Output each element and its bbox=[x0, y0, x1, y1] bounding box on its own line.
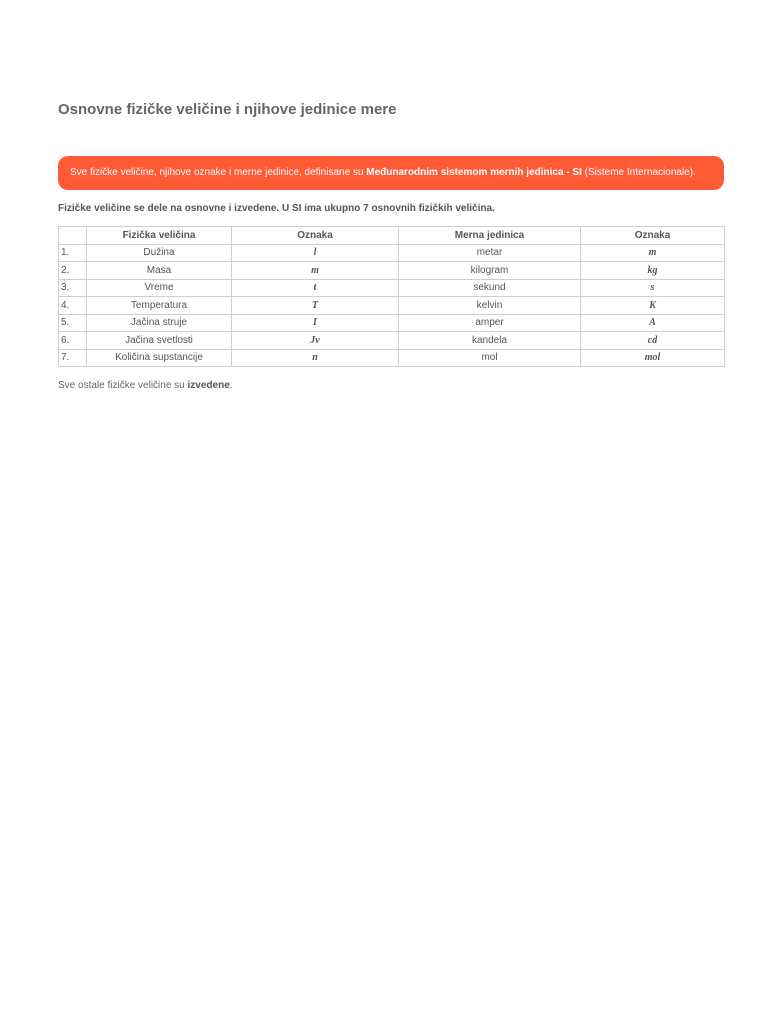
page-title: Osnovne fizičke veličine i njihove jedinice mere bbox=[58, 101, 397, 118]
symbol-text: l bbox=[313, 247, 317, 259]
row-symbol bbox=[232, 332, 399, 350]
unit-symbol-text: mol bbox=[644, 352, 661, 364]
unit-symbol-text: kg bbox=[647, 264, 658, 276]
header-number bbox=[59, 227, 87, 245]
symbol-text: Jv bbox=[310, 334, 320, 346]
table-row bbox=[59, 314, 725, 332]
outro-text-bold: izvedene bbox=[187, 380, 230, 391]
banner-text-bold: Međunarodnim sistemom mernih jedinica - SI bbox=[366, 167, 582, 178]
si-quantities-table bbox=[58, 226, 725, 367]
row-number: 3. bbox=[59, 279, 87, 297]
row-symbol bbox=[232, 279, 399, 297]
row-quantity: Temperatura bbox=[87, 297, 232, 315]
row-quantity: Dužina bbox=[87, 244, 232, 262]
symbol-text: m bbox=[311, 264, 319, 276]
header-unit-symbol: Oznaka bbox=[581, 227, 725, 245]
si-info-banner bbox=[58, 156, 724, 190]
row-unit: amper bbox=[399, 314, 581, 332]
unit-symbol-text: m bbox=[648, 247, 657, 259]
table-row bbox=[59, 349, 725, 367]
symbol-text: I bbox=[313, 317, 317, 329]
row-quantity: Vreme bbox=[87, 279, 232, 297]
row-unit-symbol bbox=[581, 244, 725, 262]
row-unit: metar bbox=[399, 244, 581, 262]
row-quantity: Masa bbox=[87, 262, 232, 280]
table-header-row bbox=[59, 227, 725, 245]
row-unit-symbol bbox=[581, 297, 725, 315]
table-row bbox=[59, 244, 725, 262]
row-unit-symbol bbox=[581, 262, 725, 280]
row-number: 2. bbox=[59, 262, 87, 280]
symbol-text: T bbox=[311, 299, 319, 311]
row-unit: mol bbox=[399, 349, 581, 367]
row-number: 6. bbox=[59, 332, 87, 350]
outro-text-before: Sve ostale fizičke veličine su bbox=[58, 380, 188, 391]
table-row bbox=[59, 262, 725, 280]
table-row bbox=[59, 297, 725, 315]
header-quantity: Fizička veličina bbox=[87, 227, 232, 245]
intro-paragraph: Fizičke veličine se dele na osnovne i izvedene. U SI ima ukupno 7 osnovnih fizičkih veličina. bbox=[58, 203, 495, 214]
unit-symbol-text: K bbox=[649, 299, 656, 311]
row-symbol bbox=[232, 314, 399, 332]
unit-symbol-text: cd bbox=[647, 334, 658, 346]
banner-text-before: Sve fizičke veličine, njihove oznake i merne jedinice, definisane su bbox=[70, 167, 367, 178]
row-symbol bbox=[232, 262, 399, 280]
unit-symbol-text: A bbox=[649, 317, 656, 329]
row-symbol bbox=[232, 244, 399, 262]
row-number: 7. bbox=[59, 349, 87, 367]
table-row bbox=[59, 279, 725, 297]
row-unit-symbol bbox=[581, 279, 725, 297]
row-symbol bbox=[232, 349, 399, 367]
row-number: 5. bbox=[59, 314, 87, 332]
row-unit-symbol bbox=[581, 332, 725, 350]
outro-text-after: . bbox=[229, 380, 233, 391]
row-unit-symbol bbox=[581, 314, 725, 332]
header-unit: Merna jedinica bbox=[399, 227, 581, 245]
symbol-text: n bbox=[312, 352, 318, 364]
outro-paragraph bbox=[58, 380, 233, 391]
table-row bbox=[59, 332, 725, 350]
unit-symbol-text: s bbox=[650, 282, 655, 294]
row-quantity: Jačina svetlosti bbox=[87, 332, 232, 350]
row-quantity: Količina supstancije bbox=[87, 349, 232, 367]
row-number: 1. bbox=[59, 244, 87, 262]
symbol-text: t bbox=[313, 282, 317, 294]
banner-text-after: (Sisteme Internacionale). bbox=[581, 167, 696, 178]
row-unit: sekund bbox=[399, 279, 581, 297]
row-unit: kelvin bbox=[399, 297, 581, 315]
row-number: 4. bbox=[59, 297, 87, 315]
row-unit-symbol bbox=[581, 349, 725, 367]
row-unit: kandela bbox=[399, 332, 581, 350]
row-unit: kilogram bbox=[399, 262, 581, 280]
header-symbol: Oznaka bbox=[232, 227, 399, 245]
row-symbol bbox=[232, 297, 399, 315]
row-quantity: Jačina struje bbox=[87, 314, 232, 332]
